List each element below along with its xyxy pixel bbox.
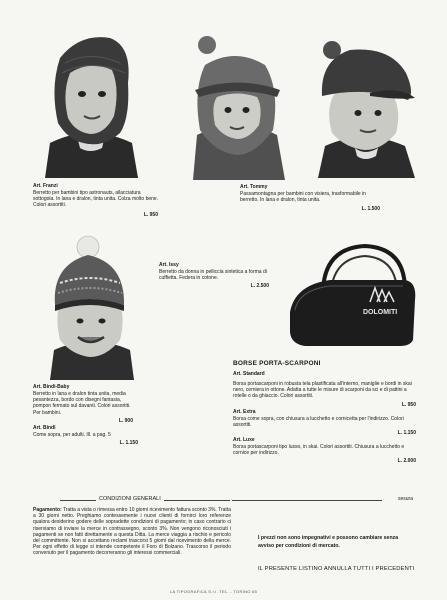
sesura-note: sesura: [398, 496, 414, 502]
conditions-rule-right: [232, 500, 382, 501]
photo-bag: [285, 240, 420, 350]
standard-price: L. 950: [401, 401, 416, 408]
conditions-text: [33, 507, 231, 557]
tommy-title: Art. Tommy: [240, 184, 268, 190]
bindi-price: L. 1.150: [119, 440, 138, 447]
product-issy: [159, 262, 277, 290]
borse-heading: BORSE PORTA-SCARPONI: [233, 360, 321, 367]
extra-price: L. 1.150: [397, 430, 416, 437]
franzi-title: Art. Franzi: [33, 183, 58, 189]
bindi-baby-price: L. 900: [118, 417, 133, 424]
luxe-desc: Borsa portascarponi tipo lusso, in skai. Colori assortiti. Chiusura a lucchetto e cornice per indirizzo.: [233, 444, 405, 457]
printer-credit: LA TIPOGRAFICA S.r.l. TEL. - TORINO 65: [170, 589, 258, 594]
issy-desc: Berretto da donna in pelliccia sintetica a forma di cuffietta. Federa in cotone.: [159, 269, 267, 282]
borse-section: [233, 360, 418, 465]
bag-logo: DOLOMITI: [363, 309, 398, 316]
extra-title: Art. Extra: [233, 408, 256, 415]
product-tommy: [240, 184, 383, 213]
bindi-title: Art. Bindi: [33, 424, 56, 431]
photo-tommy-middle: [185, 35, 290, 180]
franzi-price: L. 950: [143, 211, 158, 218]
luxe-price: L. 2.000: [397, 458, 416, 465]
photo-bindi-baby: [40, 235, 140, 380]
franzi-desc: Berretto per bambini tipo astronauts, allacciatura sottogola. In lana e dralon, tinta unita. Colza molto bene. Colori assortiti.: [33, 190, 159, 209]
pagamento-label: Pagamento:: [33, 507, 62, 513]
tommy-price: L. 1.500: [361, 206, 380, 213]
standard-desc: Borsa portascarponi in robusta tela plastificata all'interno, maniglie e bordi in skai nero, cerniera in ottone. Adatta a tutte le misure di scarponi da sci e di pattini a rotelle o da ghiaccio. Colori assortiti.: [233, 381, 412, 400]
standard-title: Art. Standard: [233, 371, 265, 377]
issy-price: L. 2.500: [250, 283, 269, 290]
product-franzi: [33, 183, 163, 219]
product-bindi-baby: [33, 384, 138, 447]
conditions-heading: CONDIZIONI GENERALI: [96, 496, 164, 502]
bindi-baby-desc: Berretto in lana e dralon tinta unita, media pesantezza, bordo con disegni fantasia, pompon fermato sul davanti. Colori assortiti. Per bambini.: [33, 391, 131, 416]
pagamento-text: Tratta a vista o rimessa entro 10 giorni ricevimento fattura sconto 3%. Tratta a 30 giorni netto. Preghiamo contessemente i nuovi clienti di fornirci loro referenze qualora desiderino godere delle sopradette condizioni di pagamento; in caso contrario ci riserviamo di inviare la merce in contrassegno, sconto 3%. Non vengono riconosciuti i pagamenti se non fatti direttamente a questa Ditta. La merce viaggia a rischio e pericolo del committente. Non si accettano reclami trascorsi 5 giorni dal ricevimento della merce. Per ogni effetto di legge si intende competente il Foro di Bolzano. Trascorso il periodo convenuto per il pagamento decorreranno gli interessi commerciali.: [33, 507, 231, 557]
prices-note: I prezzi non sono impegnativi e possono cambiare senza avviso per condizioni di mercato.: [258, 535, 399, 549]
luxe-title: Art. Luxe: [233, 437, 255, 444]
extra-desc: Borsa come sopra, con chiusura a lucchetto e cornicetta per l'indirizzo. Colori assortiti.: [233, 415, 404, 428]
bindi-desc: Come sopra, per adulti. Ill. a pag. 5: [33, 431, 111, 438]
tommy-desc: Passamontagna per bambini con visiera, trasformabile in berretto. In lana e dralon, tinta unita.: [240, 191, 366, 204]
photo-franzi: [40, 28, 140, 178]
photo-tommy-right: [310, 38, 420, 178]
listino-note: IL PRESENTE LISTINO ANNULLA TUTTI I PRECEDENTI: [258, 566, 415, 572]
issy-title: Art. Issy: [159, 262, 179, 268]
bindi-baby-title: Art. Bindi-Baby: [33, 384, 70, 390]
